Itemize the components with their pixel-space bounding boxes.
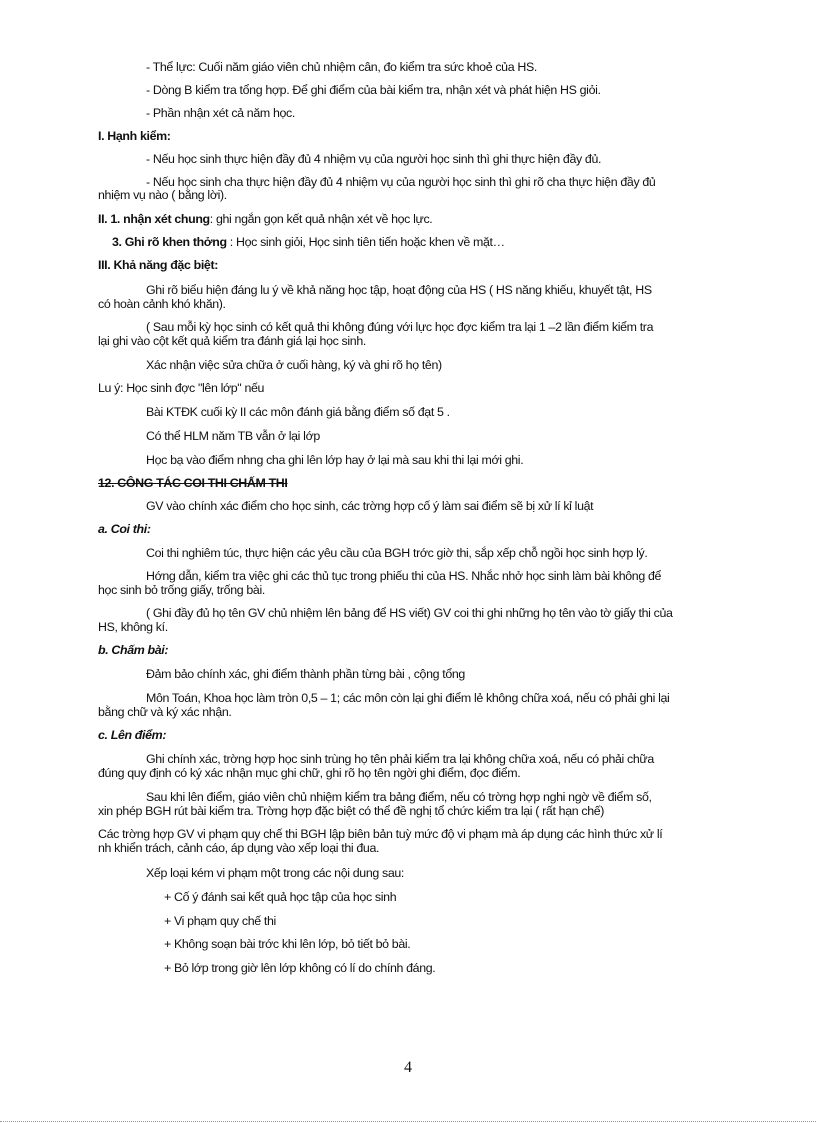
text-line: Coi thi nghiêm túc, thực hiện các yêu cầu của BGH trớc giờ thi, sắp xếp chỗ ngồi học sinh hợp lý. <box>146 546 648 560</box>
text-line <box>112 235 505 250</box>
text-line: Sau khi lên điểm, giáo viên chủ nhiệm kiểm tra bảng điểm, nếu có trờng hợp nghi ngờ về điểm số, <box>146 790 652 804</box>
text-line: nh khiển trách, cảnh cáo, áp dụng vào xếp loại thi đua. <box>98 841 380 855</box>
text-line: Học bạ vào điểm nhng cha ghi lên lớp hay ở lại mà sau khi thi lại mới ghi. <box>146 453 524 467</box>
text-line: Hớng dẫn, kiểm tra việc ghi các thủ tục trong phiếu thi của HS. Nhắc nhở học sinh làm bài không để <box>146 569 662 583</box>
text-line: Bài KTĐK cuối kỳ II các môn đánh giá bằng điểm số đạt 5 . <box>146 405 450 419</box>
text-line: - Dòng B kiểm tra tổng hợp. Để ghi điểm của bài kiểm tra, nhận xét và phát hiện HS giỏi. <box>146 83 601 97</box>
list-item: + Vi phạm quy chế thi <box>164 914 276 928</box>
subsection-heading: c. Lên điểm: <box>98 728 167 742</box>
text-line: - Nếu học sinh thực hiện đầy đủ 4 nhiệm vụ của người học sinh thì ghi thực hiện đầy đủ. <box>146 152 602 166</box>
text-line: xin phép BGH rút bài kiểm tra. Trờng hợp đặc biệt có thể đề nghị tổ chức kiểm tra lại ( rất hạn chế) <box>98 804 605 818</box>
text-line: ( Ghi đầy đủ họ tên GV chủ nhiệm lên bảng để HS viết) GV coi thi ghi những họ tên vào tờ giấy thi của <box>146 606 673 620</box>
text-line: Xếp loại kém vi phạm một trong các nội dung sau: <box>146 866 405 880</box>
text-line: Đảm bảo chính xác, ghi điểm thành phần từng bài , cộng tổng <box>146 667 465 681</box>
text-line: - Thể lực: Cuối năm giáo viên chủ nhiệm cân, đo kiểm tra sức khoẻ của HS. <box>146 60 537 74</box>
text-line: Xác nhận việc sửa chữa ở cuối hàng, ký và ghi rõ họ tên) <box>146 358 442 372</box>
text-line: Các trờng hợp GV vi phạm quy chế thi BGH lập biên bản tuỳ mức độ vi phạm mà áp dụng các hình thức xử lí <box>98 827 663 841</box>
text-line: ( Sau mỗi kỳ học sinh có kết quả thi không đúng với lực học đợc kiểm tra lại 1 –2 lần điểm kiểm tra <box>146 320 654 334</box>
text-line: Ghi rõ biểu hiện đáng lu ý về khả năng học tập, hoạt động của HS ( HS năng khiếu, khuyết tật, HS <box>146 283 652 297</box>
text-span: : Học sinh giỏi, Học sinh tiên tiến hoặc khen về mặt… <box>226 235 505 249</box>
section-heading: 12. CÔNG TÁC COI THI CHẤM THI <box>98 476 288 490</box>
text-line <box>98 212 432 227</box>
text-line: Môn Toán, Khoa học làm tròn 0,5 – 1; các môn còn lại ghi điểm lẻ không chữa xoá, nếu có phải ghi lại <box>146 691 670 705</box>
text-line: GV vào chính xác điểm cho học sinh, các trờng hợp cố ý làm sai điểm sẽ bị xử lí kỉ luật <box>146 499 594 513</box>
text-line: - Phần nhận xét cả năm học. <box>146 106 295 120</box>
text-line: bằng chữ và ký xác nhận. <box>98 705 232 719</box>
list-item: + Không soạn bài trớc khi lên lớp, bỏ tiết bỏ bài. <box>164 937 411 951</box>
text-line: Lu ý: Học sinh đợc "lên lớp" nếu <box>98 381 265 395</box>
text-line: - Nếu học sinh cha thực hiện đầy đủ 4 nhiệm vụ của người học sinh thì ghi rõ cha thực hiện đầy đủ <box>146 175 656 189</box>
section-heading: II. 1. nhận xét chung <box>98 212 210 226</box>
text-line: học sinh bỏ trống giấy, trống bài. <box>98 583 265 597</box>
subsection-heading: b. Chấm bài: <box>98 643 169 657</box>
section-heading: III. Khả năng đặc biệt: <box>98 258 219 272</box>
subsection-heading: a. Coi thi: <box>98 522 151 536</box>
text-line: Ghi chính xác, trờng hợp học sinh trùng họ tên phải kiểm tra lại không chữa xoá, nếu có phải chữa <box>146 752 654 766</box>
list-item: + Bỏ lớp trong giờ lên lớp không có lí do chính đáng. <box>164 961 436 975</box>
text-span: : ghi ngắn gọn kết quả nhận xét về học lực. <box>209 212 433 226</box>
page-border-divider <box>0 1121 816 1122</box>
text-line: HS, không kí. <box>98 620 168 634</box>
text-line: nhiệm vụ nào ( bằng lời). <box>98 188 227 202</box>
section-heading: I. Hạnh kiểm: <box>98 129 171 143</box>
text-line: Có thể HLM năm TB vẫn ở lại lớp <box>146 429 320 443</box>
page-number: 4 <box>404 1059 412 1076</box>
text-line: đúng quy định có ký xác nhận mục ghi chữ, ghi rõ họ tên ngời ghi điểm, đọc điểm. <box>98 766 521 780</box>
section-heading: 3. Ghi rõ khen thởng <box>112 235 227 249</box>
text-line: có hoàn cảnh khó khăn). <box>98 297 226 311</box>
list-item: + Cố ý đánh sai kết quả học tập của học sinh <box>164 890 397 904</box>
text-line: lại ghi vào cột kết quả kiểm tra đánh giá lại học sinh. <box>98 334 366 348</box>
